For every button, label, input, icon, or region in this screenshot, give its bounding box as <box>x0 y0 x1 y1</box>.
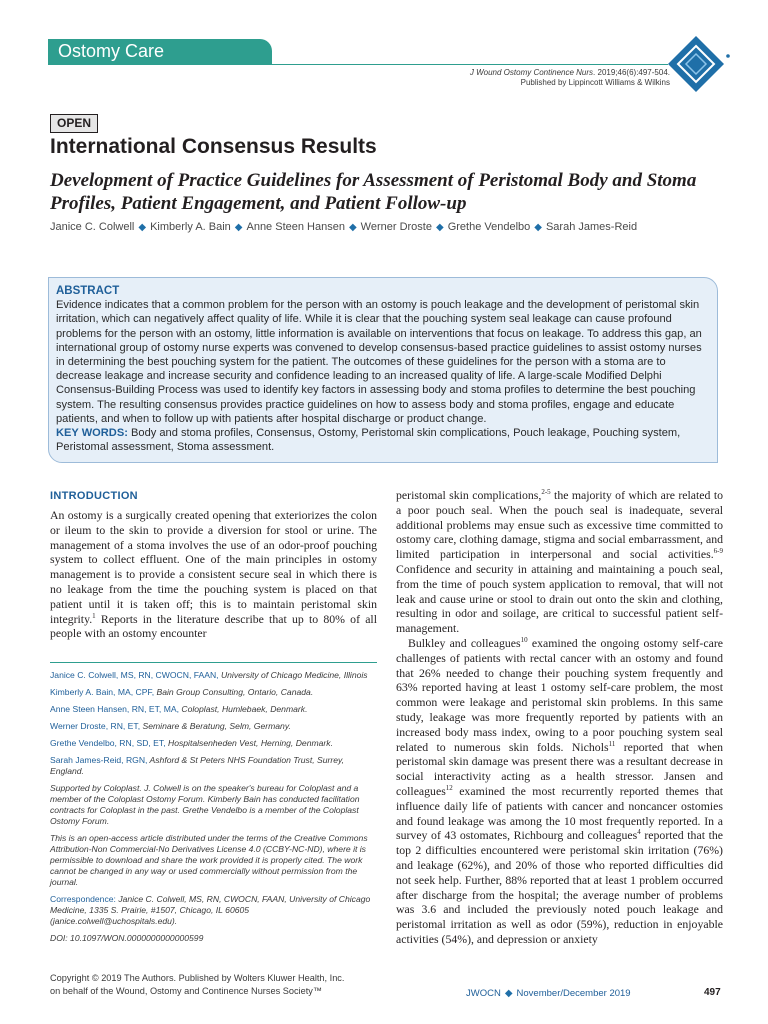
text-run: reported that when peristomal skin damage was present there was a resultant decrease in social interactivity acting as a health stressor. Jansen and colleagues <box>396 739 723 798</box>
affiliation-org: Seminare & Beratung, Selm, Germany. <box>140 721 291 731</box>
citation-ref: 12 <box>445 784 453 793</box>
support-note: Supported by Coloplast. J. Colwell is on the speaker's bureau for Coloplast and a member of the Coloplast Ostomy Forum. Kimberly Bain has conducted facilitation contracts for Coloplast in the past. Grethe Vendelbo is a member of the Coloplast Ostomy Forum. <box>50 783 360 826</box>
body-paragraph <box>396 488 723 636</box>
keywords-text: Body and stoma profiles, Consensus, Ostomy, Peristomal skin complications, Pouch leakage, Pouching system, Peristomal assessment, Stoma assessment. <box>56 427 681 454</box>
affiliation-org: Bain Group Consulting, Ontario, Canada. <box>154 687 314 697</box>
page-number: 497 <box>704 987 721 998</box>
text-run: Confidence and security in attaining and maintaining a pouch seal, from the time of pouch system application to removal, that will not leak and cause urine or stool to drain out onto the skin and clothing, resulting in odor and soilage, are critical to successful patient self-management. <box>396 561 723 636</box>
copyright-line: Copyright © 2019 The Authors. Published by Wolters Kluwer Health, Inc. <box>50 973 345 983</box>
citation-ref: 1 <box>92 611 96 620</box>
citation-ref: 11 <box>608 739 616 748</box>
affiliation-name: Grethe Vendelbo, RN, SD, ET, <box>50 738 166 748</box>
citation-ref: 2-5 <box>541 488 551 497</box>
diamond-separator-icon: ◆ <box>534 222 542 233</box>
affiliation-name: Janice C. Colwell, MS, RN, CWOCN, FAAN, <box>50 670 219 680</box>
author: Sarah James-Reid <box>545 221 638 233</box>
footer-issue: November/December 2019 <box>516 988 631 999</box>
citation-ref: 10 <box>520 636 528 645</box>
section-label: Ostomy Care <box>58 41 165 61</box>
diamond-separator-icon: ◆ <box>348 222 357 233</box>
text-run: Bulkley and colleagues <box>408 635 521 650</box>
correspondence-text: Janice C. Colwell, MS, RN, CWOCN, FAAN, University of Chicago Medicine, 1335 S. Prairie, #1507, Chicago, IL 60605 (janice.colwell@uchospitals.edu). <box>50 894 371 926</box>
header-rule <box>48 64 668 65</box>
doi: DOI: 10.1097/WON.0000000000000599 <box>50 933 204 943</box>
affiliation-org: University of Chicago Medicine, Illinois <box>218 670 368 680</box>
affiliation-name: Werner Droste, RN, ET, <box>50 721 141 731</box>
correspondence-label: Correspondence: <box>50 894 116 904</box>
diamond-separator-icon: ◆ <box>504 988 513 999</box>
text-run: examined the ongoing ostomy self-care challenges of patients with rectal cancer with an ostomy and found that 26% needed to change their pouching system frequently and 63% reported having at least 1 ostomy self-care problem, the most common were leakage and peristomal skin problems. In this same study, leakage was more frequently reported by patients with an increased body mass index, owing to a poor pouching system seal related to numerous skin folds. Nichols <box>396 635 723 754</box>
author: Werner Droste <box>360 221 432 233</box>
diamond-separator-icon: ◆ <box>435 222 444 233</box>
body-paragraph <box>396 636 723 947</box>
citation-ref: 6-9 <box>713 547 723 556</box>
text-run: examined the most recurrently reported themes that influence daily life of patients with cancer and noncancer ostomies and found leakage was among the 10 most frequently reported. In a survey of 43 ostomates, Richbourg and colleagues <box>396 783 723 843</box>
text-run: the majority of which are related to a poor pouch seal. When the pouch seal is inadequate, several additional problems may ensue such as excessive time committed to ostomy care, clothing damage, stigma and social embarrassment, and limited participation in interpersonal and social activities. <box>396 488 723 562</box>
copyright <box>50 972 410 998</box>
abstract-box <box>48 277 718 463</box>
copyright-line: on behalf of the Wound, Ostomy and Continence Nurses Society™ <box>50 986 323 996</box>
diamond-separator-icon: ◆ <box>234 222 243 233</box>
affiliations <box>50 670 377 950</box>
affiliation <box>50 670 377 681</box>
article-title: Development of Practice Guidelines for Assessment of Peristomal Body and Stoma Profiles, Patient Engagement, and Patient Follow-up <box>50 170 697 214</box>
affiliation <box>50 704 377 715</box>
diamond-separator-icon: ◆ <box>138 222 147 233</box>
affiliation-name: Anne Steen Hansen, RN, ET, MA, <box>50 704 179 714</box>
abstract-heading: ABSTRACT <box>56 285 120 297</box>
footer-journal <box>466 988 631 999</box>
left-column <box>50 490 377 641</box>
affiliation <box>50 721 377 732</box>
correspondence <box>50 894 377 927</box>
author: Janice C. Colwell <box>50 221 135 233</box>
affiliation-name: Sarah James-Reid, RGN, <box>50 755 148 765</box>
open-access-badge: OPEN <box>50 114 98 133</box>
author-list <box>50 221 637 233</box>
affiliation-org: Hospitalsenheden Vest, Herning, Denmark. <box>165 738 333 748</box>
keywords-label: KEY WORDS: <box>56 427 128 440</box>
introduction-heading: INTRODUCTION <box>50 490 138 502</box>
citation-ref: 4 <box>637 828 641 837</box>
text-run: An ostomy is a surgically created opening that exteriorizes the colon or ileum to the skin to provide a diversion for stool or urine. The management of a stoma involves the use of an odor-proof pouching system to collect effluent. One of the main principles in ostomy management is to provide a consistent secure seal in which there is no leakage from the time the pouching system is placed on that patient until it is taken off; this is to maintain peristomal skin integrity. <box>50 508 377 626</box>
author: Anne Steen Hansen <box>246 221 345 233</box>
text-run: Reports in the literature describe that up to 80% of all people with an ostomy encounter <box>50 611 377 641</box>
text-run: peristomal skin complications, <box>396 488 542 502</box>
affiliation <box>50 687 377 698</box>
author: Kimberly A. Bain <box>150 221 231 233</box>
affiliation-org: Coloplast, Humlebaek, Denmark. <box>178 704 308 714</box>
text-run: reported that the top 2 difficulties encountered were peristomal skin irritation (76%) and leakage (62%), and 20% of those who reported difficulties did not seek help. Further, 88% reported that at least 1 problem occurred after discharge from the hospital; the average number of problems was 3.6 and included the previously noted pouch leakage and peristomal irritation as well as odor (59%), reduction in enjoyable activities (54%), and depression or anxiety <box>396 828 723 946</box>
keywords <box>56 426 710 454</box>
affiliation-rule <box>50 662 377 663</box>
section-tab <box>48 39 272 65</box>
affiliation-name: Kimberly A. Bain, MA, CPF, <box>50 687 155 697</box>
article-kicker: International Consensus Results <box>50 135 377 158</box>
footer-journal-name: JWOCN <box>466 988 501 999</box>
citation <box>470 68 670 88</box>
affiliation-org: Ashford & St Peters NHS Foundation Trust, Surrey, England. <box>50 755 345 776</box>
intro-paragraph <box>50 508 377 641</box>
license-note: This is an open-access article distributed under the terms of the Creative Commons Attribution-Non Commercial-No Derivatives License 4.0 (CCBY-NC-ND), where it is permissible to download and share the work provided it is properly cited. The work cannot be changed in any way or used commercially without permission from the journal. <box>50 833 368 887</box>
publisher: Published by Lippincott Williams & Wilkins <box>520 78 670 87</box>
right-column <box>396 488 723 947</box>
affiliation <box>50 755 377 777</box>
citation-details: . 2019;46(6):497-504. <box>593 68 670 77</box>
affiliation <box>50 738 377 749</box>
abstract-text: Evidence indicates that a common problem for the person with an ostomy is pouch leakage and the development of peristomal skin irritation, which can negatively affect quality of life. While it is clear that the pouching system seal leakage can cause profound problems for the person with an ostomy, little information is available on interventions that focus on leakage. To address this gap, an international group of ostomy nurse experts was convened to develop consensus-based practice guidelines to assist ostomy nurses in determining the best pouching system for the patient. The outcomes of these guidelines for the person with a stoma are to decrease leakage and increase security and confidence leading to an increased quality of life. A large-scale Modified Delphi Consensus-Building Process was used to identify key factors in assessing body and stoma profiles to determine the best pouching system. The resulting consensus provides practice guidelines on how to assess body and stoma profiles, engage and educate patients, and when to follow up with patients after hospital discharge or product change. <box>56 299 702 425</box>
journal-logo-icon <box>664 32 748 116</box>
author: Grethe Vendelbo <box>447 221 531 233</box>
citation-journal: J Wound Ostomy Continence Nurs <box>469 68 594 77</box>
